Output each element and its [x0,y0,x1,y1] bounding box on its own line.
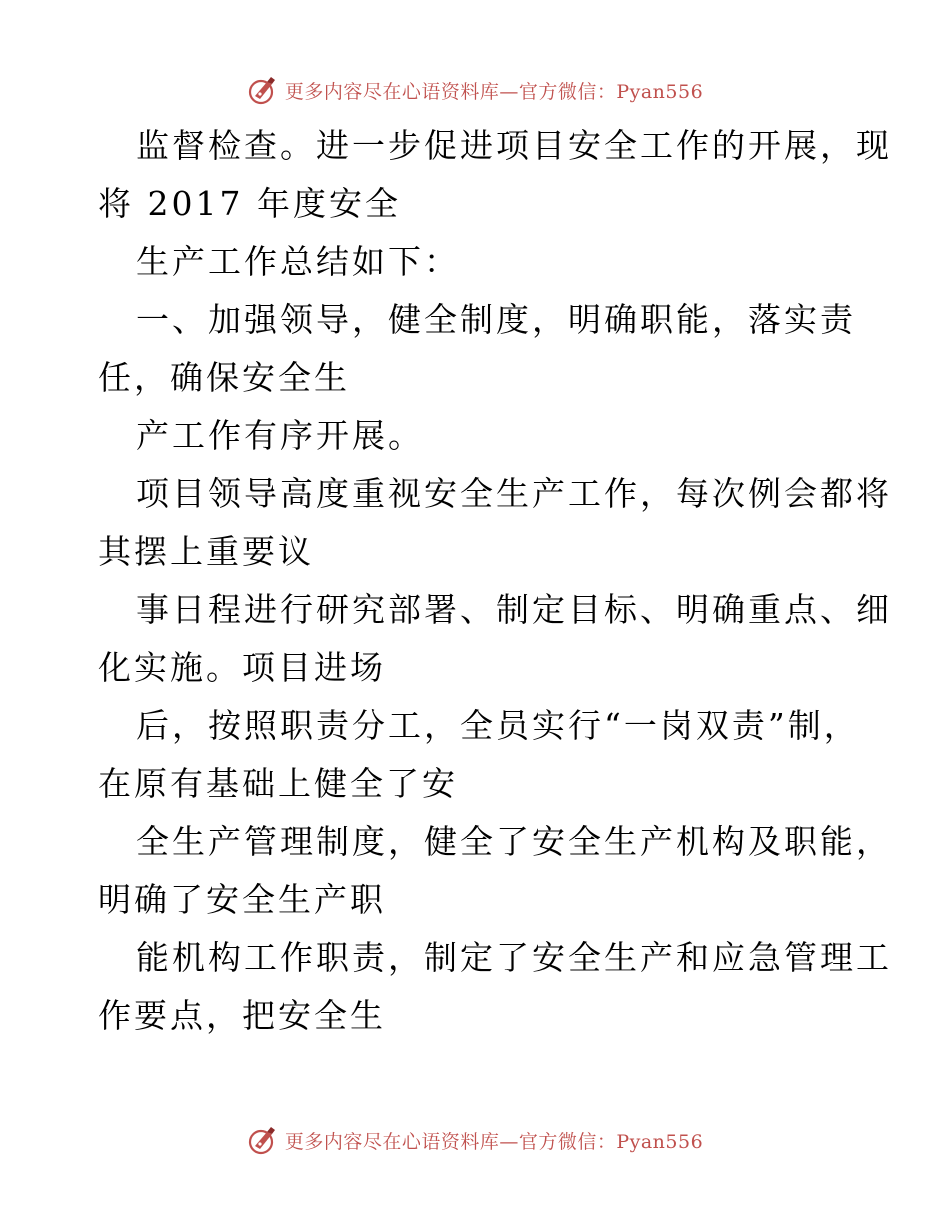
body-line: 能机构工作职责，制定了安全生产和应急管理工 [136,938,892,977]
body-line: 全生产管理制度，健全了安全生产机构及职能， [136,822,892,861]
pen-nib-logo-icon [247,74,279,106]
header-banner [0,70,950,110]
header-banner-text: 更多内容尽在心语资料库—官方微信：Pyan556 [284,80,704,103]
body-line: 一、加强领导，健全制度，明确职能，落实责 [136,300,856,339]
footer-banner-text: 更多内容尽在心语资料库—官方微信：Pyan556 [284,1130,704,1153]
document-body [98,117,892,1045]
body-line: 作要点，把安全生 [98,996,386,1035]
body-line: 项目领导高度重视安全生产工作，每次例会都将 [136,474,892,513]
footer-banner [0,1120,950,1160]
body-line: 明确了安全生产职 [98,880,386,919]
body-line: 生产工作总结如下： [136,242,460,281]
body-line: 将 2017 年度安全 [98,184,401,223]
body-line: 产工作有序开展。 [136,416,424,455]
pen-nib-logo-icon [247,1124,279,1156]
body-line: 任，确保安全生 [98,358,350,397]
body-line: 化实施。项目进场 [98,648,386,687]
body-line: 监督检查。进一步促进项目安全工作的开展，现 [136,126,892,165]
body-line: 事日程进行研究部署、制定目标、明确重点、细 [136,590,892,629]
body-line: 后，按照职责分工，全员实行“一岗双责”制， [136,706,860,745]
body-line: 其摆上重要议 [98,532,314,571]
body-line: 在原有基础上健全了安 [98,764,458,803]
